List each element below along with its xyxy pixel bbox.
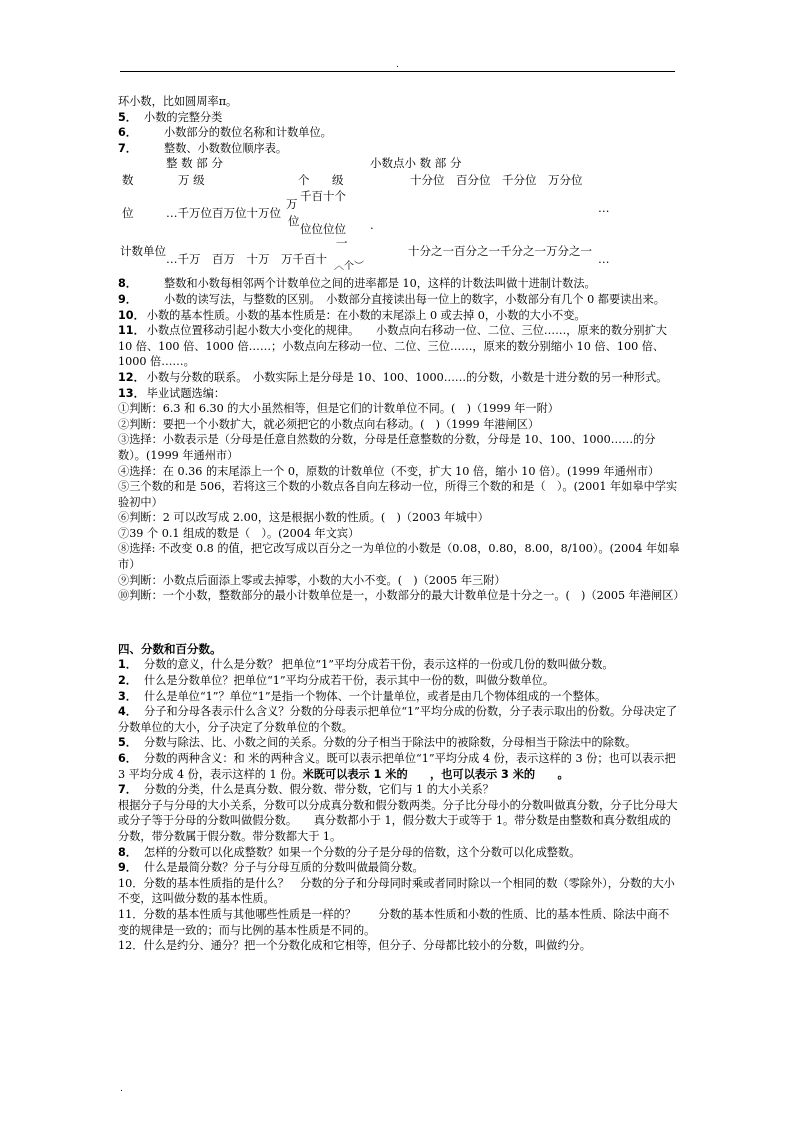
item-text: 小数的读写法，与整数的区别。 小数部分直接读出每一位上的数字，小数部分有几个 0 都要读出来。: [164, 292, 665, 306]
exam-item: ⑦39 个 0.1 组成的数是（ ）。(2004 年文宾）: [118, 526, 360, 540]
wan-ji: 万 级: [178, 173, 205, 188]
q-text: 分数的分类，什么是真分数、假分数、带分数，它们与 1 的大小关系？: [144, 783, 494, 797]
q-item: [118, 782, 680, 798]
dec-places: 十分位 百分位 千分位 万分位: [410, 173, 583, 188]
q-number: 10．: [118, 876, 144, 890]
item-12: [118, 370, 680, 386]
item-number: 11．: [118, 324, 145, 338]
item-11: [118, 323, 680, 370]
q-number: 5．: [118, 736, 137, 750]
ji-label: 级: [332, 173, 344, 188]
item-9: [118, 292, 680, 308]
q-text: 根据分子与分母的大小关系，分数可以分成真分数和假分数两类。分子比分母小的分数叫做真分数，分子比分母大或分子等于分母的分数叫做假分数。 真分数都小于 1，假分数大于或等于 1。带分数是由整数和真分数组成的分数，带分数属于假分数。带分数都大于 1。: [118, 798, 678, 843]
q-item: [118, 798, 680, 845]
exam-item: ⑥判断：2 可以改写成 2.00，这是根据小数的性质。( )（2003 年城中）: [118, 511, 489, 525]
wan-top: 万: [286, 197, 298, 212]
q-number: 11．: [118, 907, 144, 921]
line-intro: 环小数，比如圆周率π。: [118, 95, 238, 108]
q-item: [118, 735, 680, 751]
q-text: 什么是最简分数？分子与分母互质的分数叫做最简分数。: [144, 861, 424, 875]
item-number: 6．: [118, 126, 137, 140]
item-8: [118, 276, 680, 292]
ge-label: 个: [298, 173, 310, 188]
ge-mark: ︿个︶: [334, 261, 364, 273]
q-text: 什么是约分、通分？把一个分数化成和它相等，但分子、分母都比较小的分数，叫做约分。: [143, 939, 591, 953]
item-7: [118, 141, 680, 157]
item-text: 小数的基本性质。小数的基本性质是：在小数的末尾添上 0 或去掉 0，小数的大小不变。: [146, 308, 586, 322]
q-number: 1．: [118, 658, 137, 672]
exam-item: ①判断：6.3 和 6.30 的大小虽然相等，但是它们的计数单位不同。( )（1999 年一附）: [118, 402, 559, 416]
q-item: [118, 657, 680, 673]
q-item: [118, 751, 680, 782]
item-13: [118, 386, 680, 402]
ellipsis-right-2: …: [598, 252, 610, 267]
q-number: 8．: [118, 845, 137, 859]
item-6: [118, 125, 680, 141]
wei2: 位: [288, 214, 300, 229]
q-text: 分数的两种含义：和 米的两种含义。既可以表示把单位“1”平均分成 4 份，表示这样的 3 份；也可以表示把 3 平均分成 4 份，表示这样的 1 份。: [118, 752, 676, 781]
item-text: 小数的完整分类: [144, 110, 223, 124]
q-number: 12．: [118, 939, 144, 953]
q-text: 分数的意义，什么是分数？ 把单位“1”平均分成若干份，表示这样的一份或几份的数叫做分数。: [144, 658, 614, 672]
section-fractions: [118, 642, 680, 954]
q-item: [118, 704, 680, 735]
row-label-shu: 数: [122, 173, 134, 188]
q-text: 什么是单位“1”？单位“1”是指一个物体、一个计量单位，或者是由几个物体组成的一个整体。: [144, 689, 607, 703]
item-number: 9．: [118, 292, 137, 306]
q-text: 分子和分母各表示什么含义？分数的分母表示把单位“1”平均分成的份数，分子表示取出的份数。分母决定了分数单位的大小，分子决定了分数单位的个数。: [118, 705, 678, 734]
item-text: 小数与分数的联系。 小数实际上是分母是 10、100、1000……的分数，小数是十进分数的另一种形式。: [146, 370, 668, 384]
int-units: …千万 百万 十万 万千百十: [166, 252, 327, 267]
item-number: 13．: [118, 386, 145, 400]
one-label: 一: [336, 236, 348, 251]
exam-item: ⑨判断：小数点后面添上零或去掉零，小数的大小不变。( )（2005 年三附）: [118, 573, 506, 587]
q-number: 9．: [118, 861, 137, 875]
int-part-heading: 整 数 部 分: [166, 156, 223, 171]
q-number: 7．: [118, 783, 137, 797]
row-label-units: 计数单位: [120, 244, 166, 259]
exam-item: ③选择：小数表示是（分母是任意自然数的分数，分母是任意整数的分数，分母是 10、100、1000……的分数）。(1999 年通州市）: [118, 433, 656, 462]
section-title: 四、分数和百分数。: [118, 641, 222, 656]
footer-dot: .: [120, 1084, 123, 1094]
document-body: [118, 94, 685, 954]
row-label-wei: 位: [122, 206, 134, 221]
digit-order-table: [118, 156, 680, 273]
q-item: [118, 673, 680, 689]
q-item: [118, 938, 680, 954]
q-text-bold: 米既可以表示 1 米的 ，也可以表示 3 米的 。: [302, 767, 569, 781]
item-text: 整数、小数数位顺序表。: [164, 141, 288, 155]
exam-item: ⑤三个数的和是 506，若将这三个数的小数点各自向左移动一位，所得三个数的和是（ ）。(2001 年如皋中学实验初中）: [118, 480, 678, 509]
q-item: [118, 845, 680, 861]
q-item: [118, 907, 680, 938]
exam-item: ⑩判断：一个小数，整数部分的最小计数单位是一，小数部分的最大计数单位是十分之一。( )（2005 年港闸区）: [118, 589, 685, 603]
q-item: [118, 860, 680, 876]
item-number: 7．: [118, 141, 137, 155]
q-number: 6．: [118, 752, 137, 765]
item-number: 12．: [118, 370, 145, 384]
item-text: 小数点位置移动引起小数大小变化的规律。 小数点向右移动一位、二位、三位……，原来的数分别扩大 10 倍、100 倍、1000 倍……；小数点向左移动一位、二位、三位……，原来的数分别缩小 10 倍、100 倍、1000 倍……。: [118, 324, 667, 369]
exam-item: ④选择：在 0.36 的末尾添上一个 0，原数的计数单位（不变，扩大 10 倍，缩小 10 倍）。(1999 年通州市）: [118, 464, 660, 478]
q-text: 分数与除法、比、小数之间的关系。分数的分子相当于除法中的被除数，分母相当于除法中的除数。: [144, 736, 637, 750]
dec-part-heading: 小数点小 数 部 分: [370, 156, 462, 171]
q-text: 什么是分数单位？把单位“1”平均分成若干份，表示其中一份的数，叫做分数单位。: [144, 674, 555, 688]
item-text: 整数和小数每相邻两个计数单位之间的进率都是 10，这样的计数法叫做十进制计数法。: [164, 277, 596, 291]
item-number: 10．: [118, 308, 145, 322]
q-number: 4．: [118, 705, 137, 719]
header-dot: .: [396, 60, 399, 70]
q-text: 分数的基本性质与其他哪些性质是一样的？ 分数的基本性质和小数的性质、比的基本性质、除法中商不变的规律是一致的；而与比例的基本性质是不同的。: [118, 907, 670, 937]
item-number: 5．: [118, 110, 137, 124]
weiweiwei: 位位位位: [300, 222, 346, 237]
q-number: 2．: [118, 674, 137, 688]
exam-item: ⑧选择: 不改变 0.8 的值，把它改写成以百分之一为单位的小数是（0.08，0.80，8.00，8/100）。(2004 年如皋市）: [118, 542, 680, 572]
ellipsis-right-1: …: [598, 201, 610, 216]
header-rule: [120, 71, 675, 72]
dec-units: 十分之一百分之一千分之一万分之一: [408, 244, 592, 259]
item-5: [118, 110, 680, 126]
item-number: 8．: [118, 277, 137, 291]
q-item: [118, 876, 680, 907]
q-number: 3．: [118, 689, 137, 703]
q-text: 怎样的分数可以化成整数？如果一个分数的分子是分母的倍数，这个分数可以化成整数。: [144, 845, 581, 859]
item-10: [118, 308, 680, 324]
small-dot: .: [370, 218, 374, 233]
qianbaishi: 千百十个: [300, 189, 346, 204]
int-places: …千万位百万位十万位: [166, 206, 281, 221]
q-text: 分数的基本性质指的是什么？ 分数的分子和分母同时乘或者同时除以一个相同的数（零除外），分数的大小不变，这叫做分数的基本性质。: [118, 876, 675, 906]
exam-item: ②判断：要把一个小数扩大，就必须把它的小数点向右移动。( )（1999 年港闸区）: [118, 417, 540, 431]
item-text: 小数部分的数位名称和计数单位。: [164, 126, 332, 140]
q-item: [118, 689, 680, 705]
item-text: 毕业试题选编：: [146, 386, 226, 400]
